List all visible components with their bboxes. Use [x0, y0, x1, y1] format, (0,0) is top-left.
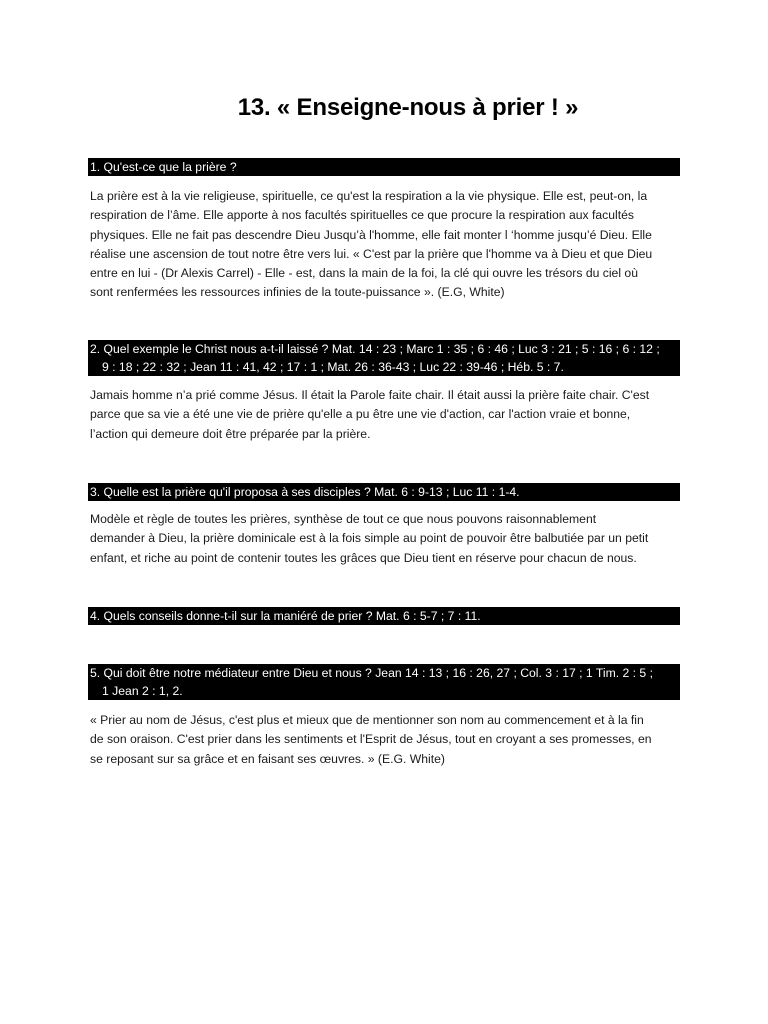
answer-2 — [90, 386, 682, 444]
answer-2-line-1: Jamais homme n’a prié comme Jésus. Il était la Parole faite chair. Il était aussi la prière faite chair. C'est — [90, 388, 650, 402]
question-4-bar — [88, 607, 680, 625]
answer-5-line-3: se reposant sur sa grâce et en faisant ses œuvres. » (E.G. White) — [90, 751, 445, 766]
answer-2-line-3: l’action qui demeure doit être préparée par la prière. — [90, 426, 371, 441]
answer-1-line-6: sont renfermées les ressources infinies de la toute-puissance ». (E.G, White) — [90, 285, 505, 300]
question-4-line-1: 4. Quels conseils donne-t-il sur la maniéré de prier ? Mat. 6 : 5-7 ; 7 : 11. — [90, 609, 481, 623]
answer-5-line-1: « Prier au nom de Jésus, c'est plus et mieux que de mentionner son nom au commencement et à la fin — [90, 713, 644, 727]
question-1-line-1: 1. Qu'est-ce que la prière ? — [90, 160, 237, 174]
answer-1-line-4: réalise une ascension de tout notre être vers lui. « C'est par la prière que l'homme va à Dieu et que Dieu — [90, 246, 653, 261]
answer-1-line-5: entre en lui - (Dr Alexis Carrel) - Elle - est, dans la main de la foi, la clé qui ouvre les trésors du ciel où — [90, 266, 638, 281]
answer-3 — [90, 510, 682, 568]
answer-1-line-3: physiques. Elle ne fait pas descendre Dieu Jusqu’à l'homme, elle fait monter l ‘homme jusqu’é Dieu. Elle — [90, 227, 652, 242]
answer-5 — [90, 711, 682, 769]
answer-3-line-2: demander à Dieu, la prière dominicale est à la fois simple au point de pouvoir être balbutiée par un petit — [90, 531, 649, 546]
question-2-bar — [88, 340, 680, 376]
answer-1-line-2: respiration de l’âme. Elle apporte à nos facultés spirituelles ce que procure la respiration aux facultés — [90, 208, 634, 223]
question-1-bar — [88, 158, 680, 176]
answer-3-line-1: Modèle et règle de toutes les prières, synthèse de tout ce que nous pouvons raisonnablement — [90, 512, 597, 526]
answer-5-line-2: de son oraison. C'est prier dans les sentiments et l'Esprit de Jésus, tout en croyant a ses promesses, en — [90, 732, 652, 747]
question-5-line-1: 5. Qui doit être notre médiateur entre Dieu et nous ? Jean 14 : 13 ; 16 : 26, 27 ; Col. 3 : 17 ; 1 Tim. 2 : 5 ; — [90, 666, 653, 680]
answer-1-line-1: La prière est à la vie religieuse, spirituelle, ce qu'est la respiration a la vie physique. Elle est, peut-on, la — [90, 189, 648, 203]
answer-1 — [90, 187, 682, 303]
question-2-line-2: 9 : 18 ; 22 : 32 ; Jean 11 : 41, 42 ; 17 : 1 ; Mat. 26 : 36-43 ; Luc 22 : 39-46 ; Héb. 5 : 7. — [102, 360, 564, 374]
question-2-line-1: 2. Quel exemple le Christ nous a-t-il laissé ? Mat. 14 : 23 ; Marc 1 : 35 ; 6 : 46 ; Luc 3 : 21 ; 5 : 16 ; 6 : 12 ; — [90, 342, 660, 356]
page-title: 13. « Enseigne-nous à prier ! » — [237, 94, 579, 121]
answer-2-line-2: parce que sa vie a été une vie de prière qu'elle a pu être une vie d'action, car l'action vraie et bonne, — [90, 407, 631, 422]
question-5-bar — [88, 664, 680, 700]
question-5-line-2: 1 Jean 2 : 1, 2. — [102, 684, 183, 698]
question-3-line-1: 3. Quelle est la prière qu'il proposa à ses disciples ? Mat. 6 : 9-13 ; Luc 11 : 1-4. — [90, 485, 520, 499]
answer-3-line-3: enfant, et riche au point de contenir toutes les grâces que Dieu tient en réserve pour chacun de nous. — [90, 550, 637, 565]
question-3-bar — [88, 483, 680, 501]
